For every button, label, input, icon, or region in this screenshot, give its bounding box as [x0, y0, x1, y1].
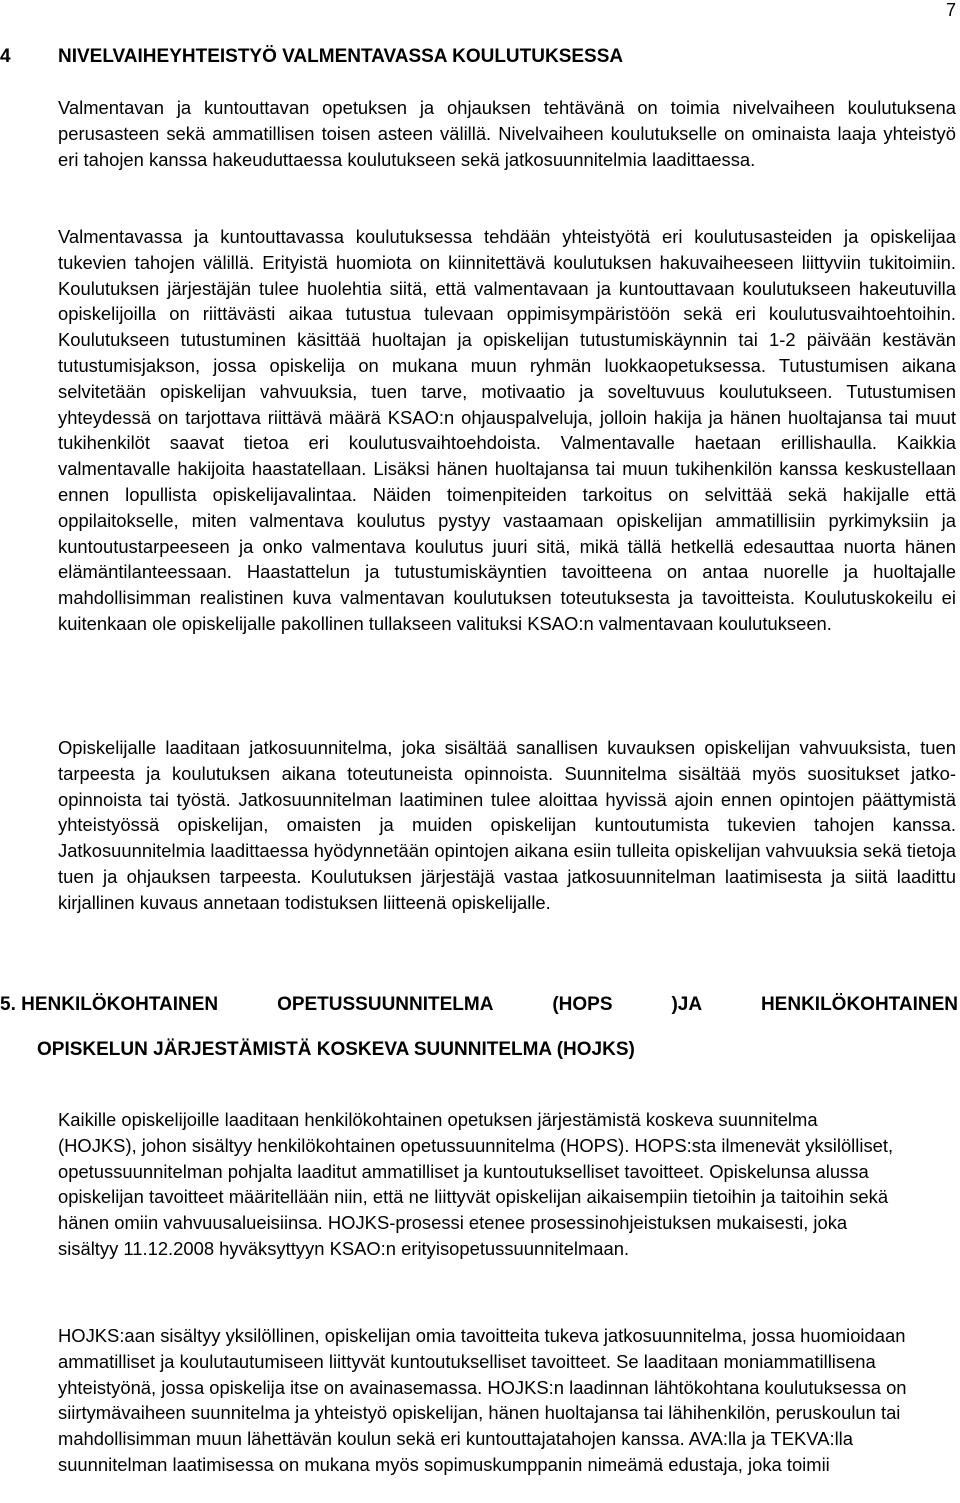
section-4-paragraph-1: Valmentavan ja kuntouttavan opetuksen ja ohjauksen tehtävänä on toimia nivelvaiheen koulutuksena perusasteen sekä ammatillisen toisen asteen välillä. Nivelvaiheen koulutukselle on ominaista laaja yhteistyö eri tahojen kanssa hakeuduttaessa koulutukseen sekä jatkosuunnitelmia laadittaessa.	[58, 97, 956, 170]
section-4-paragraph-3: Opiskelijalle laaditaan jatkosuunnitelma, joka sisältää sanallisen kuvauksen opiskelijan vahvuuksista, tuen tarpeesta ja koulutuksen aikana toteutuneista opinnoista. Suunnitelma sisältää myös suositukset jatko-opinnoista tai työstä. Jatkosuunnitelman laatiminen tulee aloittaa hyvissä ajoin ennen opintojen päättymistä yhteistyössä opiskelijan, omaisten ja muiden opiskelijan kuntoutumista tukevien tahojen kanssa. Jatkosuunnitelmia laadittaessa hyödynnetään opintojen aikana esiin tulleita opiskelijan vahvuuksia sekä tietoja tuen ja ohjauksen tarpeesta. Koulutuksen järjestäjä vastaa jatkosuunnitelman laatimisesta ja siitä laadittu kirjallinen kuvaus annetaan todistuksen liitteenä opiskelijalle.	[58, 737, 956, 913]
section-4-paragraph-2: Valmentavassa ja kuntouttavassa koulutuksessa tehdään yhteistyötä eri koulutusasteiden ja opiskelijaa tukevien tahojen välillä. Erityistä huomiota on kiinnitettävä koulutuksen hakuvaiheeseen liittyviin tukitoimiin. Koulutuksen järjestäjän tulee huolehtia siitä, että valmentavaan ja kuntouttavaan koulutukseen hakeutuvilla opiskelijoilla on riittävästi aikaa tutustua tulevaan oppimisympäristöön sekä eri koulutusvaihtoehtoihin. Koulutukseen tutustuminen käsittää huoltajan ja opiskelijan tutustumiskäynnin tai 1-2 päivään kestävän tutustumisjakson, jossa opiskelija on mukana muun ryhmän luokkaopetuksessa. Tutustumisen aikana selvitetään opiskelijan vahvuuksia, tuen tarve, motivaatio ja soveltuvuus koulutukseen. Tutustumisen yhteydessä on tarjottava riittävä määrä KSAO:n ohjauspalveluja, jolloin hakija ja hänen huoltajansa tai muut tukihenkilöt saavat tietoa eri koulutusvaihtoehdoista. Valmentavalle haetaan erillishaulla. Kaikkia valmentavalle hakijoita haastatellaan. Lisäksi hänen huoltajansa tai muun tukihenkilön kanssa keskustellaan ennen lopullista opiskelijavalintaa. Näiden toimenpiteiden tarkoitus on selvittää sekä hakijalle että oppilaitokselle, miten valmentava koulutus pystyy vastaamaan opiskelijan ammatillisiin pyrkimyksiin ja kuntoutustarpeeseen ja onko valmentava koulutus juuri sitä, mikä tällä hetkellä edesauttaa nuorta hänen elämäntilanteessaan. Haastattelun ja tutustumiskäyntien tavoitteena on antaa nuorelle ja huoltajalle mahdollisimman realistinen kuva valmentavan koulutuksen toteutuksesta ja tavoitteista. Koulutuskokeilu ei kuitenkaan ole opiskelijalle pakollinen tullakseen valituksi KSAO:n valmentavaan koulutukseen.	[58, 226, 956, 634]
section-4-title: NIVELVAIHEYHTEISTYÖ VALMENTAVASSA KOULUTUKSESSA	[58, 46, 624, 67]
section-4-heading	[0, 44, 623, 70]
section-5-heading-part-b: OPETUSSUUNNITELMA	[277, 994, 494, 1015]
section-5-paragraph-1: Kaikille opiskelijoille laaditaan henkilökohtainen opetuksen järjestämistä koskeva suunnitelma (HOJKS), johon sisältyy henkilökohtainen opetussuunnitelma (HOPS). HOPS:sta ilmenevät yksilölliset, opetussuunnitelman pohjalta laaditut ammatilliset ja kuntoutukselliset tavoitteet. Opiskelunsa alussa opiskelijan tavoitteet määritellään niin, että ne liittyvät opiskelijan aikaisempiin tietoihin ja taitoihin sekä hänen omiin vahvuusalueisiinsa. HOJKS-prosessi etenee prosessinohjeistuksen mukaisesti, joka sisältyy 11.12.2008 hyväksyttyyn KSAO:n erityisopetussuunnitelmaan.	[58, 1109, 894, 1259]
page-number: 7	[945, 0, 956, 20]
section-5-paragraph-2: HOJKS:aan sisältyy yksilöllinen, opiskelijan omia tavoitteita tukeva jatkosuunnitelma, jossa huomioidaan ammatilliset ja koulutautumiseen liittyvät kuntoutukselliset tavoitteet. Se laaditaan moniammatillisena yhteistyönä, jossa opiskelija itse on avainasemassa. HOJKS:n laadinnan lähtökohtana koulutuksessa on siirtymävaiheen suunnitelma ja yhteistyö opiskelijan, hänen huoltajansa tai lähihenkilön, peruskoulun tai mahdollisimman muun lähettävän koulun sekä eri kuntouttajatahojen kanssa. AVA:lla ja TEKVA:lla suunnitelman laatimisessa on mukana myös sopimuskumppanin nimeämä edustaja, joka toimii	[58, 1325, 907, 1475]
section-4-number: 4	[0, 46, 11, 67]
section-5-heading-part-d: )JA	[671, 994, 703, 1015]
section-5-heading-line-1	[0, 992, 958, 1018]
section-5-heading-line-2: OPISKELUN JÄRJESTÄMISTÄ KOSKEVA SUUNNITELMA (HOJKS)	[37, 1039, 635, 1060]
section-5-heading-part-a: 5. HENKILÖKOHTAINEN	[0, 994, 219, 1015]
section-5-heading-part-c: (HOPS	[552, 994, 613, 1015]
section-5-heading-part-e: HENKILÖKOHTAINEN	[760, 994, 958, 1015]
